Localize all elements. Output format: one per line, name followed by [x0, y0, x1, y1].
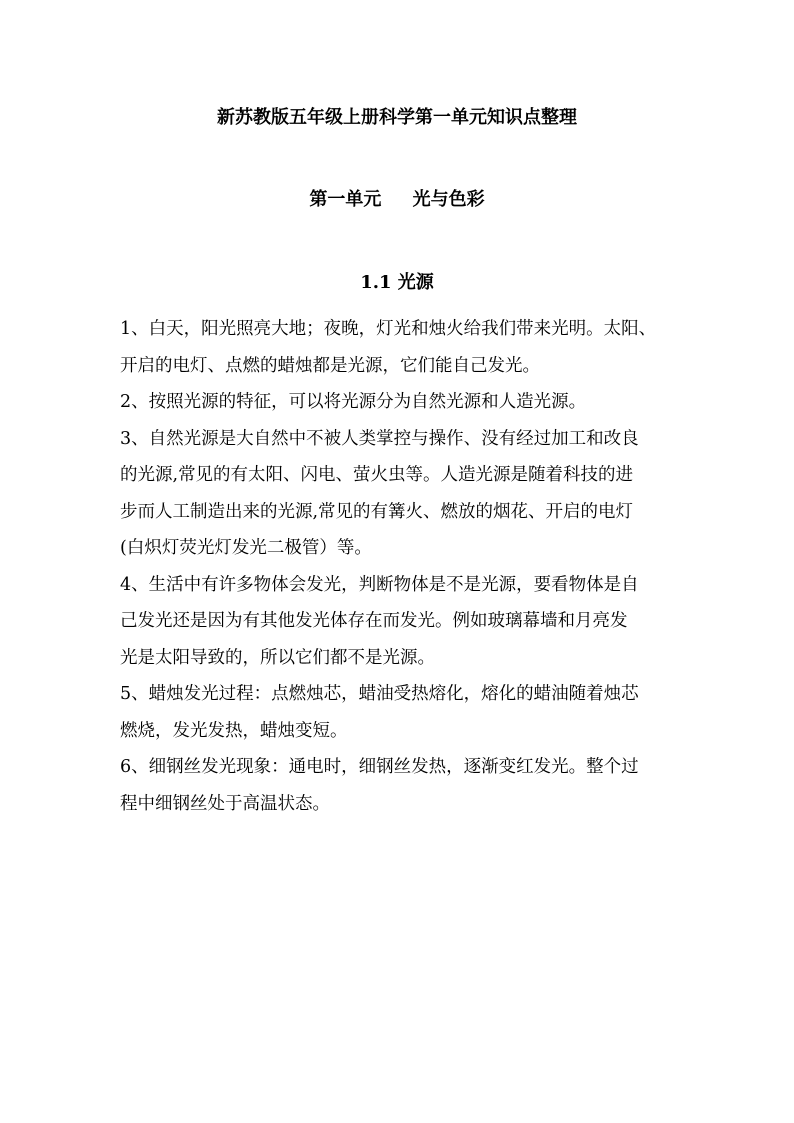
- text-line: 开启的电灯、点燃的蜡烛都是光源，它们能自己发光。: [120, 355, 540, 376]
- text-line: 程中细钢丝处于高温状态。: [120, 793, 330, 814]
- text-line: 4、生活中有许多物体会发光，判断物体是不是光源，要看物体是自: [120, 574, 639, 595]
- text-line: 3、自然光源是大自然中不被人类掌控与操作、没有经过加工和改良: [120, 428, 639, 449]
- text-line: 的光源,常见的有太阳、闪电、萤火虫等。人造光源是随着科技的进: [120, 465, 634, 485]
- text-line: 步而人工制造出来的光源,常见的有篝火、燃放的烟花、开启的电灯: [120, 501, 634, 522]
- text-line: 光是太阳导致的，所以它们都不是光源。: [120, 647, 435, 668]
- text-line: 己发光还是因为有其他发光体存在而发光。例如玻璃幕墙和月亮发: [120, 611, 628, 631]
- text-line: 1、白天，阳光照亮大地；夜晚，灯光和烛火给我们带来光明。太阳、: [120, 319, 657, 339]
- document-title: 新苏教版五年级上册科学第一单元知识点整理: [217, 107, 577, 128]
- text-line: 2、按照光源的特征，可以将光源分为自然光源和人造光源。: [120, 392, 587, 412]
- section-title: 1.1 光源: [360, 272, 434, 293]
- body-text: [120, 311, 690, 822]
- text-line: (白炽灯荧光灯发光二极管）等。: [120, 538, 372, 558]
- text-line: 6、细钢丝发光现象：通电时，细钢丝发热，逐渐变红发光。整个过: [120, 757, 639, 777]
- text-line: 5、蜡烛发光过程：点燃烛芯，蜡油受热熔化，熔化的蜡油随着烛芯: [120, 684, 639, 704]
- text-line: 燃烧，发光发热，蜡烛变短。: [120, 720, 348, 741]
- unit-title: 第一单元 光与色彩: [309, 189, 485, 210]
